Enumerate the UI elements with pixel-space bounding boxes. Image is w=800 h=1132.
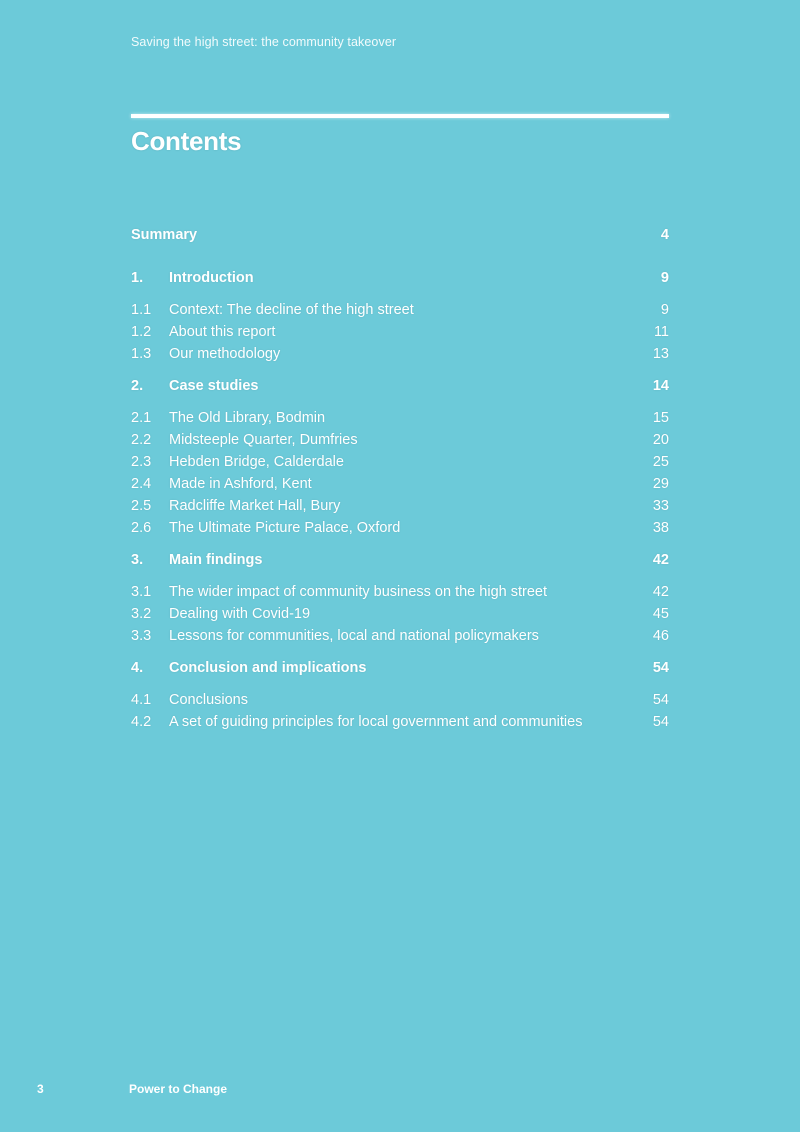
toc-section-number: 1. <box>131 270 144 286</box>
toc-entry-number: 2.5 <box>131 498 152 514</box>
footer-organisation: Power to Change <box>129 1082 228 1096</box>
toc-entry-page: 20 <box>652 432 669 448</box>
toc-entry-number: 1.1 <box>131 302 152 318</box>
table-of-contents <box>131 224 669 733</box>
toc-entry-number: 3.3 <box>131 628 152 644</box>
toc-entry-label: The Ultimate Picture Palace, Oxford <box>169 520 401 536</box>
toc-summary-page: 4 <box>660 227 669 243</box>
toc-entry[interactable] <box>131 581 669 603</box>
toc-section-heading[interactable] <box>131 375 669 397</box>
toc-entry-number: 3.2 <box>131 606 152 622</box>
toc-entry-label: The wider impact of community business on the high street <box>169 584 547 600</box>
toc-entry-page: 46 <box>652 628 669 644</box>
footer-page-number: 3 <box>37 1082 44 1096</box>
toc-entry-page: 33 <box>652 498 669 514</box>
toc-entry[interactable] <box>131 429 669 451</box>
toc-entry-page: 54 <box>652 714 669 730</box>
toc-summary-label: Summary <box>131 227 198 243</box>
toc-entry[interactable] <box>131 625 669 647</box>
toc-entry-page: 54 <box>652 692 669 708</box>
toc-entry-number: 4.1 <box>131 692 152 708</box>
toc-entry[interactable] <box>131 343 669 365</box>
toc-section-page: 54 <box>652 660 669 676</box>
toc-section-heading[interactable] <box>131 267 669 289</box>
toc-entry[interactable] <box>131 451 669 473</box>
title-rule <box>131 114 669 118</box>
toc-entry-number: 3.1 <box>131 584 152 600</box>
toc-entry[interactable] <box>131 711 669 733</box>
toc-section-page: 14 <box>652 378 669 394</box>
toc-entry[interactable] <box>131 321 669 343</box>
toc-entry-number: 2.4 <box>131 476 152 492</box>
toc-entry[interactable] <box>131 603 669 625</box>
page-title: Contents <box>131 126 242 156</box>
toc-entry-label: Midsteeple Quarter, Dumfries <box>169 432 358 448</box>
toc-entry-page: 9 <box>660 302 669 318</box>
toc-section-label: Conclusion and implications <box>169 660 367 676</box>
toc-entry-number: 2.3 <box>131 454 152 470</box>
toc-entry-label: Dealing with Covid-19 <box>169 606 311 622</box>
toc-entry-label: Lessons for communities, local and national policymakers <box>169 628 539 644</box>
toc-entry-number: 2.6 <box>131 520 152 536</box>
toc-entry-label: Hebden Bridge, Calderdale <box>169 454 344 470</box>
toc-entry-page: 11 <box>653 324 669 340</box>
toc-entry-label: Conclusions <box>169 692 248 708</box>
toc-entry[interactable] <box>131 689 669 711</box>
toc-entry-page: 38 <box>652 520 669 536</box>
toc-section-heading[interactable] <box>131 657 669 679</box>
running-header: Saving the high street: the community takeover <box>131 35 397 49</box>
toc-entry-number: 1.3 <box>131 346 152 362</box>
toc-section-label: Main findings <box>169 552 263 568</box>
toc-entry[interactable] <box>131 299 669 321</box>
toc-summary[interactable] <box>131 224 669 246</box>
toc-section-number: 2. <box>131 378 144 394</box>
toc-entry-number: 4.2 <box>131 714 152 730</box>
toc-entry-label: About this report <box>169 324 276 340</box>
toc-entry[interactable] <box>131 407 669 429</box>
toc-section-label: Case studies <box>169 378 259 394</box>
toc-entry-page: 15 <box>652 410 669 426</box>
toc-entry-number: 2.2 <box>131 432 152 448</box>
toc-entry-page: 45 <box>652 606 669 622</box>
toc-entry-page: 13 <box>652 346 669 362</box>
toc-section-page: 42 <box>652 552 669 568</box>
toc-section-page: 9 <box>660 270 669 286</box>
toc-sections <box>131 267 669 733</box>
toc-entry-label: Our methodology <box>169 346 281 362</box>
toc-entry-page: 25 <box>652 454 669 470</box>
toc-entry[interactable] <box>131 473 669 495</box>
toc-entry-label: The Old Library, Bodmin <box>169 410 326 426</box>
toc-entry-number: 1.2 <box>131 324 152 340</box>
toc-entry-label: Context: The decline of the high street <box>169 302 414 318</box>
toc-section-label: Introduction <box>169 270 254 286</box>
toc-section-number: 3. <box>131 552 144 568</box>
toc-section-heading[interactable] <box>131 549 669 571</box>
toc-entry[interactable] <box>131 495 669 517</box>
toc-section-number: 4. <box>131 660 144 676</box>
toc-entry-label: Made in Ashford, Kent <box>169 476 312 492</box>
toc-entry-label: A set of guiding principles for local government and communities <box>169 714 583 730</box>
toc-entry-page: 42 <box>652 584 669 600</box>
toc-entry-number: 2.1 <box>131 410 152 426</box>
toc-entry[interactable] <box>131 517 669 539</box>
toc-entry-page: 29 <box>652 476 669 492</box>
toc-entry-label: Radcliffe Market Hall, Bury <box>169 498 341 514</box>
